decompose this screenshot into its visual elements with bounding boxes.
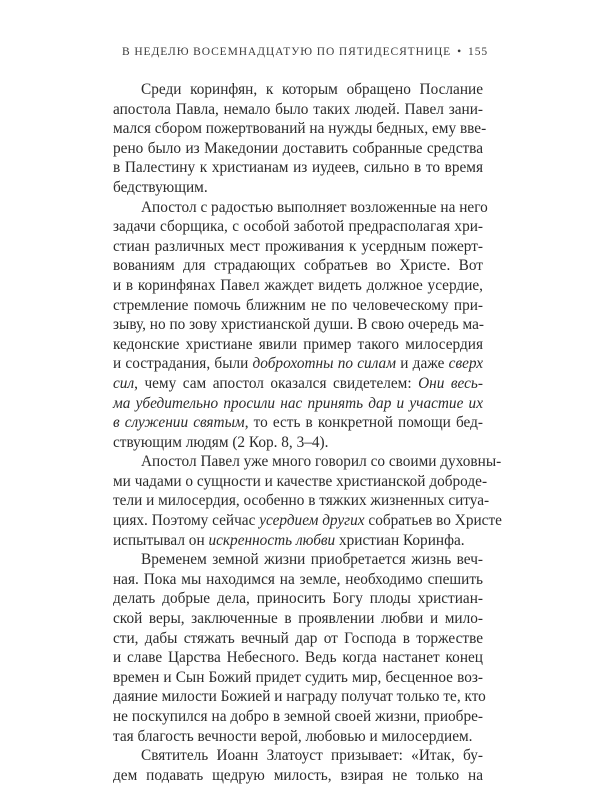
text-line — [113, 511, 502, 531]
text-line — [113, 296, 483, 316]
chapter-title: В НЕДЕЛЮ ВОСЕМНАДЦАТУЮ ПО ПЯТИДЕСЯТНИЦЕ — [122, 46, 452, 58]
italic-text: искренность любви — [208, 531, 336, 549]
running-header — [122, 46, 488, 58]
paragraph — [113, 452, 502, 550]
text-run: Апостол Павел уже много говорил со своими духовны- — [141, 453, 502, 471]
text-run: вованиям для страдающих собратьев во Христе. Вот — [113, 257, 483, 275]
text-run: стремление помочь ближним не по человеческому при- — [113, 296, 483, 314]
text-line — [113, 727, 483, 747]
text-line — [113, 550, 483, 570]
text-line — [113, 629, 483, 649]
italic-text: сил — [113, 374, 135, 392]
text-run: не поскупился на добро в земной своей жизни, приобре- — [113, 708, 483, 725]
text-run: и в коринфянах Павел жаждет видеть должное усердие, — [113, 276, 483, 294]
text-run: делать добрые дела, приносить Богу плоды христиан- — [113, 590, 483, 608]
text-run: в Палестину к христианам из иудеев, сильно в то время — [113, 159, 483, 177]
text-run: зыву, но по зову христианской души. В свою очередь ма- — [113, 316, 484, 334]
text-line — [113, 198, 488, 218]
text-run: ми чадами о сущности и качестве христианской доброде- — [113, 472, 488, 490]
italic-text: сверх — [448, 355, 484, 373]
body-text — [113, 80, 502, 785]
paragraph — [113, 550, 486, 746]
text-line — [113, 648, 483, 668]
text-run: Апостол с радостью выполняет возложенные на него — [141, 198, 488, 216]
text-run: задачи сборщика, с особой заботой предрасполагая хри- — [113, 218, 483, 236]
text-run: Святитель Иоанн Златоуст призывает: «Итак, бу- — [141, 747, 483, 765]
text-line — [113, 609, 483, 629]
text-line — [113, 217, 483, 237]
italic-text: ма убедительно просили нас принять дар и участие их — [113, 394, 483, 412]
text-run: ской веры, заключенные в проявлении любви и мило- — [113, 610, 483, 628]
italic-text: Они весь- — [418, 374, 483, 392]
page-number: 155 — [468, 46, 488, 58]
text-line — [113, 100, 483, 120]
text-line — [113, 256, 483, 276]
text-run: бедствующим. — [113, 178, 208, 196]
italic-text: доброхотны по силам — [252, 355, 396, 373]
text-run: собратьев во Христе — [364, 512, 502, 530]
text-line — [113, 668, 483, 688]
text-run: и славе Царства Небесного. Ведь когда настанет конец — [113, 649, 483, 667]
text-line — [113, 589, 483, 609]
text-line — [113, 119, 487, 139]
header-separator: • — [457, 46, 463, 58]
text-line — [113, 315, 483, 335]
paragraph — [113, 746, 483, 785]
italic-text: в служении святым — [113, 414, 245, 432]
text-line — [113, 374, 483, 394]
text-line — [113, 237, 483, 257]
text-line — [113, 766, 483, 785]
text-run: тая благость вечности верой, любовью и милосердием. — [113, 727, 473, 745]
text-run: циях. Поэтому сейчас — [113, 512, 260, 530]
text-line — [113, 472, 488, 492]
text-line — [113, 354, 483, 374]
text-line — [113, 413, 483, 433]
text-run: кедонские христиане явили пример такого милосердия — [113, 335, 483, 353]
text-line — [113, 139, 483, 159]
text-run: и сострадания, были — [113, 355, 253, 373]
text-run: испытывал он — [113, 531, 209, 549]
text-line — [113, 452, 502, 472]
text-line — [113, 570, 483, 590]
text-line — [113, 531, 483, 551]
text-line — [113, 276, 483, 296]
text-line — [113, 394, 483, 414]
text-line — [113, 433, 483, 453]
text-run: времен и Сын Божий придет судить мир, бесценное воз- — [113, 668, 483, 686]
text-run: ная. Пока мы находимся на земле, необходимо спешить — [113, 570, 483, 588]
text-line — [113, 178, 483, 198]
text-run: рено было из Македонии доставить собранные средства — [113, 139, 483, 157]
text-run: христиан Коринфа. — [335, 531, 465, 549]
text-run: Среди коринфян, к которым обращено Послание — [141, 81, 483, 98]
paragraph — [113, 80, 487, 198]
text-line — [113, 491, 490, 511]
italic-text: усердием других — [259, 512, 365, 530]
text-line — [113, 158, 483, 178]
text-line — [113, 80, 483, 100]
text-run: , чему сам апостол оказался свидетелем: — [134, 374, 419, 392]
text-run: ствующим людям (2 Кор. 8, 3–4). — [113, 433, 329, 451]
text-line — [113, 746, 483, 766]
text-run: тели и милосердия, особенно в тяжких жизненных ситуа- — [113, 492, 490, 510]
text-run: даяние милости Божией и награду получат только те, кто — [113, 688, 486, 706]
text-run: апостола Павла, немало было таких людей. Павел зани- — [113, 100, 483, 118]
text-line — [113, 707, 483, 727]
text-run: и даже — [395, 355, 449, 373]
text-run: сти, дабы стяжать вечный дар от Господа в торжестве — [113, 629, 483, 647]
text-run: стиан различных мест проживания к усердным пожерт- — [113, 237, 483, 255]
text-run: дем подавать щедрую милость, взирая не только на — [113, 766, 483, 784]
text-run: Временем земной жизни приобретается жизнь веч- — [141, 551, 483, 569]
text-run: , то есть в конкретной помощи бед- — [244, 414, 483, 432]
text-line — [113, 335, 483, 355]
text-run: мался сбором пожертвований на нужды бедных, ему вве- — [113, 120, 487, 138]
text-line — [113, 687, 486, 707]
paragraph — [113, 198, 488, 453]
